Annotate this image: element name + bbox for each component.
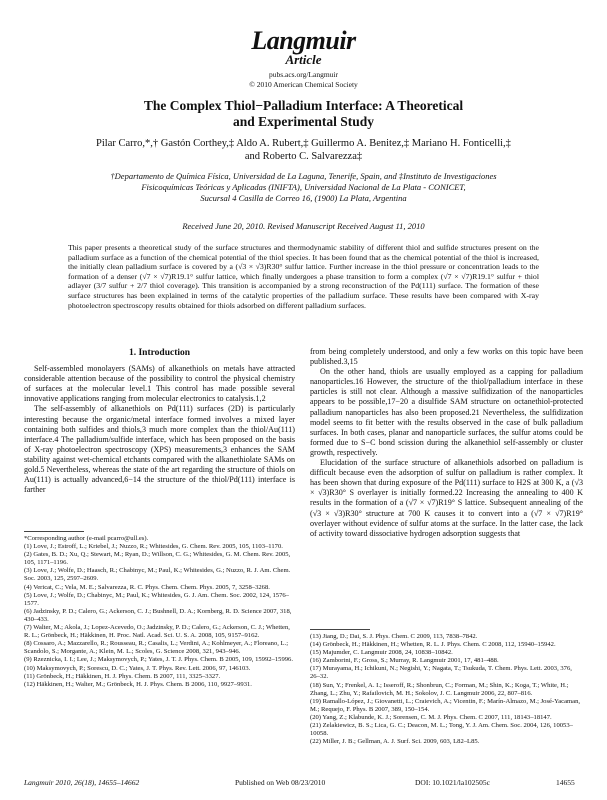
footer-left: Langmuir 2010, 26(18), 14655–14662 (24, 778, 140, 787)
reference-item: (2) Gates, B. D.; Xu, Q.; Stewart, M.; Ryan, D.; Willson, C. G.; Whitesides, G. M. Chem. Rev. 2005, 105, 1171–1196. (24, 551, 291, 567)
reference-item: (11) Grönbeck, H.; Häkkinen, H. J. Phys. Chem. B 2007, 111, 3325–3327. (24, 672, 221, 680)
reference-item: (5) Love, J.; Wolfe, D.; Chabinyc, M.; Paul, K.; Whitesides, G. J. Am. Chem. Soc. 2002, 124, 1576–1577. (24, 591, 289, 607)
right-column (310, 347, 583, 539)
left-footnotes (24, 531, 295, 689)
reference-item: (3) Love, J.; Wolfe, D.; Haasch, R.; Chabinyc, M.; Paul, K.; Whitesides, G.; Nuzzo, R. J. Am. Chem. Soc. 2003, 125, 2597–2609. (24, 567, 291, 583)
footnote-divider (24, 531, 84, 532)
reference-item: (19) Ramallo-López, J.; Giovanetti, L.; Craievich, A.; Vicentin, F.; Marín-Almazo, M.; José-Yacaman, M.; Requejo, F. Phys. B 2007, 389, 150–154. (310, 697, 581, 713)
footer-citation (24, 778, 139, 787)
affil-line-2: Fisicoquímicas Teóricas y Aplicadas (INIFTA), Universidad Nacional de La Plata - CONICET, (141, 182, 466, 192)
abstract: This paper presents a theoretical study of the surface structures and thermodynamic stability of different thiol and sulfide structures present on the palladium surface as a function of the chemical potential of the thiol species. It has been found that as the chemical potential of the thiol is increased, the initially clean palladium surface is covered by a (√3 × √3)R30° sulfur lattice. Further increase in the thiol pressure or concentration leads to the formation of a denser (√7 × √7)R19.1° sulfur lattice, which finally undergoes a phase transition to form a complex (√7 × √7)R19.1° sulfur + thiol adlayer (3/7 sulfur + 2/7 thiol coverage). This transition is accompanied by a strong reconstruction of the Pd(111) surface. The formation of these surface structures has been explained in terms of the catalytic properties of the palladium surface. These results have been compared with X-ray photoelectron spectroscopy results obtained for thiols adsorbed on different palladium surfaces. (68, 243, 539, 310)
reference-item: (10) Maksymovych, P.; Sorescu, D. C.; Yates, J. T. Phys. Rev. Lett. 2006, 97, 146103. (24, 664, 251, 672)
reference-item: (20) Yang, Z.; Klabunde, K. J.; Sorensen, C. M. J. Phys. Chem. C 2007, 111, 18143–18147. (310, 713, 552, 721)
footnote-divider (310, 629, 370, 630)
right-footnotes (310, 629, 583, 746)
author-list (60, 137, 547, 163)
corresponding-author: *Corresponding author (e-mail pcarro@ull.es). (24, 535, 149, 542)
section-heading-introduction: 1. Introduction (128, 348, 191, 358)
reference-item: (14) Grönbeck, H.; Häkkinen, H.; Whetten, R. L. J. Phys. Chem. C 2008, 112, 15940–15942. (310, 641, 556, 649)
footer-published: Published on Web 08/23/2010 (235, 778, 326, 787)
reference-item: (8) Cossaro, A.; Mazzarello, R.; Rousseau, R.; Casalis, L.; Verdini, A.; Kohlmeyer, A.; Floreano, L.; Scandolo, S.; Morgante, A.; Klein, M. L.; Scoles, G. Science 2008, 321, 943–946. (24, 640, 289, 656)
reference-item: (17) Murayama, H.; Ichikuni, N.; Negishi, Y.; Nagata, T.; Tsukuda, T. Chem. Phys. Lett. 2003, 376, 26–32. (310, 665, 572, 681)
left-column (24, 348, 295, 495)
reference-item: (21) Zelakiewicz, B. S.; Lica, G. C.; Deacon, M. L.; Tong, Y. J. Am. Chem. Soc. 2004, 126, 10053–10058. (310, 722, 573, 738)
received-dates: Received June 20, 2010. Revised Manuscript Received August 11, 2010 (182, 221, 425, 231)
affiliations (60, 171, 547, 204)
reference-item: (1) Love, J.; Estroff, L.; Kriebel, J.; Nuzzo, R.; Whitesides, G. Chem. Rev. 2005, 105, 1103–1170. (24, 543, 283, 551)
intro-paragraph-5: Elucidation of the surface structure of alkanethiols adsorbed on palladium is difficult because even the adsorption of sulfur on palladium is rather complex. It has been shown that during exposure of the Pd(111) surface to H2S at 300 K, a (√3 × √3)R30° S overlayer is initially formed.22 Increasing the annealing to 400 K results in the formation of a (√7 × √7)R19° S lattice. Subsequent annealing of the (√3 × √3)R30° structure at 700 K causes it to convert into a (√7 × √7)R19° overlayer without evidence of sulfur atoms at the surface. In the latter case, the lack of activity toward dissociative hydrogen adsorption suggests that (310, 458, 583, 538)
reference-item: (6) Jadzinsky, P. D.; Calero, G.; Ackerson, C. J.; Bushnell, D. A.; Kornberg, R. D. Science 2007, 318, 430–433. (24, 607, 292, 623)
journal-logo: Langmuir (251, 26, 356, 55)
reference-item: (15) Majumder, C. Langmuir 2008, 24, 10838–10842. (310, 649, 453, 657)
reference-item: (12) Häkkinen, H.; Walter, M.; Grönbeck, H. J. Phys. Chem. B 2006, 110, 9927–9931. (24, 680, 252, 688)
reference-item: (9) Rzeznicka, I. I.; Lee, J.; Maksymovych, P.; Yates, J. T. J. Phys. Chem. B 2005, 109, 15992–15996. (24, 656, 293, 664)
intro-paragraph-3: from being completely understood, and only a few works on this topic have been published.3,15 (310, 347, 583, 367)
article-title (60, 98, 547, 130)
affil-line-3: Sucursal 4 Casilla de Correo 16, (1900) La Plata, Argentina (200, 193, 407, 203)
affil-line-1: †Departamento de Química Física, Universidad de La Laguna, Tenerife, Spain, and ‡Instituto de Investigaciones (110, 171, 497, 181)
footer-doi[interactable]: DOI: 10.1021/la102505c (415, 778, 490, 787)
authors-line-1: Pilar Carro,*,† Gastón Corthey,‡ Aldo A. Rubert,‡ Guillermo A. Benitez,‡ Mariano H. Fonticelli,‡ (96, 138, 511, 149)
reference-item: (7) Walter, M.; Akola, J.; Lopez-Acevedo, O.; Jadzinsky, P. D.; Calero, G.; Ackerson, C. J.; Whetten, R. L.; Grönbeck, H.; Häkkinen, H. Proc. Natl. Acad. Sci. U. S. A. 2008, 105, 9157–9162. (24, 624, 290, 640)
title-line-2: and Experimental Study (232, 114, 375, 129)
intro-paragraph-4: On the other hand, thiols are usually employed as a capping for palladium nanoparticles.16 However, the structure of the thiol/palladium interface in these particles is still not clear. Although a massive sulfidization of the nanoparticles appears to be possible,17−20 a disulfide SAM structure on octanethiol-protected palladium nanoparticles has also been proposed.21 Nevertheless, the sulfidization model seems to fit better with the results observed in the case of bulk palladium surfaces. In both cases, planar and nanoparticle surfaces, the sulfur atoms could be formed due to S−C bond scission during the alkanethiol self-assembly or cluster growth, respectively. (310, 367, 583, 457)
reference-item: (16) Zamborini, F.; Gross, S.; Murray, R. Langmuir 2001, 17, 481–488. (310, 657, 499, 665)
footer-page-number: 14655 (556, 778, 575, 787)
intro-paragraph-1: Self-assembled monolayers (SAMs) of alkanethiols on metals have attracted considerable attention because of the possibility to control the physical chemistry of surfaces at the molecular level.1 This control has made possible several innovative applications ranging from molecular electronics to catalysis.1,2 (24, 364, 295, 404)
footnote-list-right (310, 633, 583, 746)
title-line-1: The Complex Thiol−Palladium Interface: A Theoretical (143, 98, 464, 113)
footnote-list-left (24, 535, 295, 689)
journal-url[interactable]: pubs.acs.org/Langmuir (268, 70, 339, 79)
reference-item: (4) Vericat, C.; Vela, M. E.; Salvarezza, R. C. Phys. Chem. Chem. Phys. 2005, 7, 3258–3268. (24, 583, 270, 591)
reference-item: (18) Sun, Y.; Frenkel, A. I.; Isseroff, R.; Shonbrun, C.; Forman, M.; Shin, K.; Koga, T.; White, H.; Zhang, L.; Zhu, Y.; Rafailovich, M. H.; Sokolov, J. C. Langmuir 2006, 22, 807–816. (310, 681, 569, 697)
copyright: © 2010 American Chemical Society (249, 80, 358, 89)
reference-item: (22) Miller, J. B.; Gellman, A. J. Surf. Sci. 2009, 603, L82–L85. (310, 738, 480, 746)
authors-line-2: and Roberto C. Salvarezza‡ (244, 151, 363, 162)
intro-paragraph-2: The self-assembly of alkanethiols on Pd(111) surfaces (2D) is particularly interesting because the organic/metal interface formed involves a mixed layer containing both sulfides and thiols,3 much more complex than the thiol/Au(111) interface.4 The palladium/sulfide interface, which has been proposed on the basis of X-ray photoelectron spectroscopy (XPS) measurements,3 enhances the SAM stability against wet-chemical etchants compared with the alkanethiolate SAMs on gold.5 Nevertheless, whereas the state of the art regarding the structure of thiols on Au(111) is actually advanced,6−14 the structure of the thiol/Pd(111) interface is farther (24, 404, 295, 495)
article-type: Article (285, 52, 322, 67)
reference-item: (13) Jiang, D.; Dai, S. J. Phys. Chem. C 2009, 113, 7838–7842. (310, 633, 478, 640)
